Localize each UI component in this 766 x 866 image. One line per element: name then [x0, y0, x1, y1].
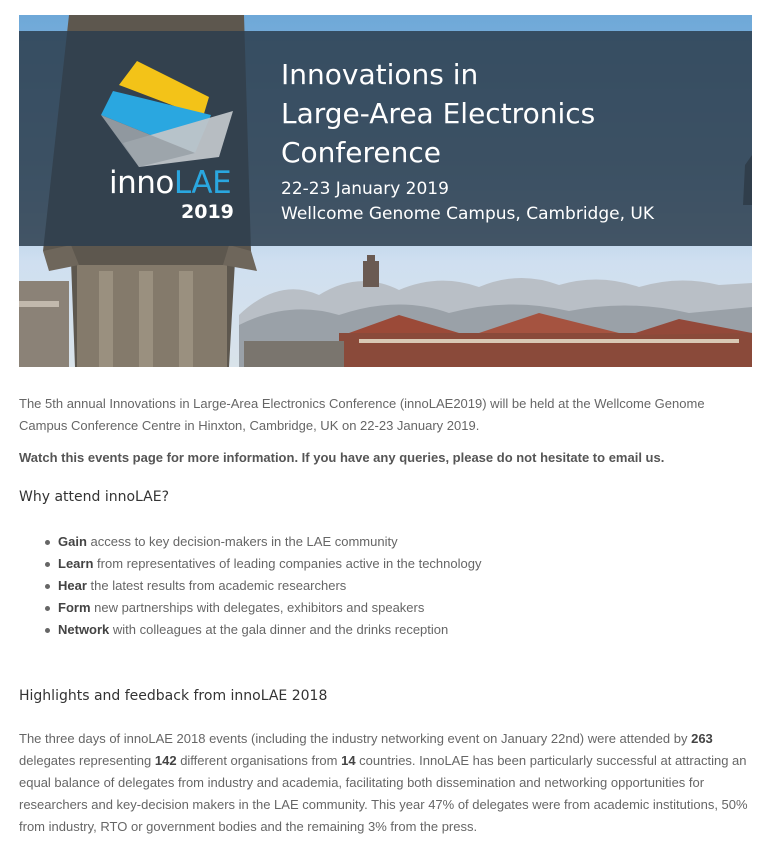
title-line-1: Innovations in — [281, 58, 479, 91]
organisation-count: 142 — [154, 753, 177, 768]
title-line-2: Large-Area Electronics — [281, 97, 596, 130]
benefit-text: access to key decision-makers in the LAE community — [86, 534, 398, 549]
highlights-text-4: countries. InnoLAE has been particularly successful at attracting an equal balance of delegates from industry and academia, facilitating both dissemination and networking opportunities for researchers and key-decision makers in the LAE community. This year 47% of delegates were from academic institutions, 50% from industry, RTO or government bodies and the remaining 3% from the press. — [19, 753, 748, 834]
benefit-text: with colleagues at the gala dinner and the drinks reception — [109, 622, 449, 637]
logo-wordmark — [109, 165, 259, 201]
benefit-keyword: Learn — [58, 556, 94, 571]
list-item — [45, 597, 749, 619]
benefit-keyword: Form — [58, 600, 91, 615]
logo-accent: LAE — [173, 165, 232, 201]
list-item — [45, 553, 749, 575]
highlights-heading: Highlights and feedback from innoLAE 2018 — [19, 688, 328, 704]
bullet-icon — [45, 606, 50, 611]
why-attend-heading: Why attend innoLAE? — [19, 489, 170, 505]
bullet-icon — [45, 562, 50, 567]
benefit-text: new partnerships with delegates, exhibitors and speakers — [90, 600, 425, 615]
benefit-keyword: Gain — [58, 534, 87, 549]
bullet-icon — [45, 540, 50, 545]
conference-title — [281, 55, 721, 172]
title-line-3: Conference — [281, 136, 442, 169]
list-item — [45, 619, 749, 641]
conference-details — [281, 177, 741, 227]
benefit-text: the latest results from academic researchers — [86, 578, 347, 593]
benefit-keyword: Hear — [58, 578, 87, 593]
delegate-count: 263 — [691, 731, 713, 746]
bullet-icon — [45, 584, 50, 589]
email-notice: Watch this events page for more information. If you have any queries, please do not hesitate to email us. — [19, 450, 665, 465]
highlights-text-2: delegates representing — [19, 753, 155, 768]
benefits-list — [19, 531, 749, 641]
conference-venue: Wellcome Genome Campus, Cambridge, UK — [281, 204, 654, 224]
benefit-keyword: Network — [58, 622, 110, 637]
bullet-icon — [45, 628, 50, 633]
highlights-paragraph — [19, 728, 749, 838]
benefit-text: from representatives of leading companies active in the technology — [93, 556, 482, 571]
hero-banner — [19, 15, 752, 367]
list-item — [45, 575, 749, 597]
main-content — [19, 390, 749, 838]
highlights-text-3: different organisations from — [176, 753, 342, 768]
list-item — [45, 531, 749, 553]
country-count: 14 — [341, 753, 356, 768]
logo-year: 2019 — [181, 201, 234, 223]
innolae-logo-icon — [99, 57, 239, 167]
intro-paragraph: The 5th annual Innovations in Large-Area Electronics Conference (innoLAE2019) will be held at the Wellcome Genome Campus Conference Centre in Hinxton, Cambridge, UK on 22-23 January 2019. — [19, 396, 705, 433]
highlights-text-1: The three days of innoLAE 2018 events (including the industry networking event on January 22nd) were attended by — [19, 731, 692, 746]
conference-dates: 22-23 January 2019 — [281, 179, 449, 199]
logo-prefix: inno — [109, 165, 174, 201]
